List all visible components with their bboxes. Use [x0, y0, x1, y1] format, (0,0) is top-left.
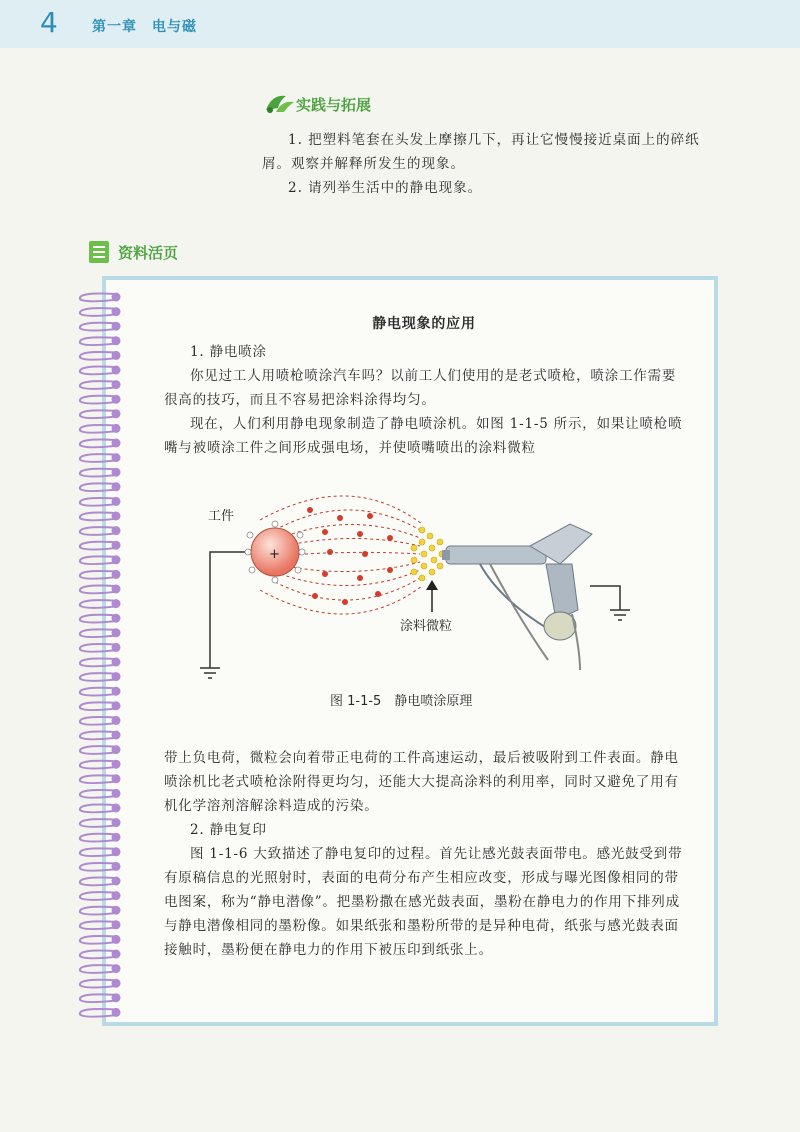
- ring-hole: [112, 643, 121, 652]
- spiral-ring: [80, 527, 114, 535]
- plus-sign: +: [269, 547, 280, 562]
- data-page-heading: [86, 238, 179, 266]
- spiral-ring: [80, 425, 114, 433]
- ring-hole: [112, 920, 121, 929]
- ring-hole: [112, 950, 121, 959]
- ring-hole: [112, 614, 121, 623]
- spiral-ring: [80, 367, 114, 375]
- sprout-icon: [262, 90, 296, 116]
- spiral-ring: [80, 352, 114, 360]
- spiral-ring: [80, 337, 114, 345]
- spiral-ring: [80, 571, 114, 579]
- paragraph: 你见过工人用喷枪喷涂汽车吗？以前工人们使用的是老式喷枪，喷涂工作需要很高的技巧，而且不容易把涂料涂得均匀。: [164, 368, 677, 408]
- ring-hole: [112, 322, 121, 331]
- practice-item: 1. 把塑料笔套在头发上摩擦几下，再让它慢慢接近桌面上的碎纸屑。观察并解释所发生的现象。: [262, 132, 700, 172]
- practice-title: 实践与拓展: [296, 96, 372, 114]
- ring-hole: [112, 745, 121, 754]
- spiral-ring: [80, 440, 114, 448]
- paragraph: 带上负电荷，微粒会向着带正电荷的工件高速运动，最后被吸附到工件表面。静电喷涂机比老式喷枪涂附得更均匀，还能大大提高涂料的利用率，同时又避免了用有机化学溶剂溶解涂料造成的污染。: [164, 750, 679, 814]
- data-page-title: 资料活页: [118, 244, 179, 262]
- section-title: 1. 静电喷涂: [190, 344, 267, 360]
- ring-hole: [112, 672, 121, 681]
- practice-heading: [262, 90, 372, 116]
- spiral-ring: [80, 629, 114, 637]
- ring-hole: [112, 380, 121, 389]
- spiral-ring: [80, 892, 114, 900]
- paragraph: 现在，人们利用静电现象制造了静电喷涂机。如图 1-1-5 所示，如果让喷枪喷嘴与被喷涂工件之间形成强电场，并使喷嘴喷出的涂料微粒: [164, 416, 683, 456]
- spiral-ring: [80, 542, 114, 550]
- practice-item: 2. 请列举生活中的静电现象。: [288, 180, 483, 196]
- ring-hole: [112, 804, 121, 813]
- ring-hole: [112, 935, 121, 944]
- spiral-ring: [80, 878, 114, 886]
- ring-hole: [112, 585, 121, 594]
- ring-hole: [112, 336, 121, 345]
- arrow-head-icon: [426, 580, 438, 590]
- ground-wire: [210, 552, 248, 668]
- ring-hole: [112, 307, 121, 316]
- ring-hole: [112, 891, 121, 900]
- spiral-ring: [80, 994, 114, 1002]
- spray-gun-icon: [442, 524, 592, 670]
- ring-hole: [112, 366, 121, 375]
- ring-hole: [112, 818, 121, 827]
- ground-wire-right: [590, 586, 620, 610]
- ring-hole: [112, 964, 121, 973]
- spiral-ring: [80, 600, 114, 608]
- page-number: 4: [40, 6, 58, 39]
- ring-hole: [112, 439, 121, 448]
- ring-hole: [112, 468, 121, 477]
- ring-hole: [112, 993, 121, 1002]
- ring-hole: [112, 760, 121, 769]
- ring-hole: [112, 687, 121, 696]
- spiral-ring: [80, 615, 114, 623]
- spiral-ring: [80, 761, 114, 769]
- particle-label: 涂料微粒: [400, 619, 453, 634]
- spiral-ring: [80, 469, 114, 477]
- spiral-ring: [80, 410, 114, 418]
- spray-diagram: [200, 490, 640, 690]
- spiral-ring: [80, 381, 114, 389]
- workpiece-label: 工件: [208, 509, 235, 524]
- spiral-ring: [80, 688, 114, 696]
- ring-hole: [112, 555, 121, 564]
- spiral-ring: [80, 556, 114, 564]
- spiral-binding: [70, 286, 130, 1026]
- ground-symbol-left-icon: [200, 668, 220, 678]
- spiral-ring: [80, 1009, 114, 1017]
- spiral-ring: [80, 454, 114, 462]
- ring-hole: [112, 599, 121, 608]
- spiral-ring: [80, 323, 114, 331]
- ring-hole: [112, 395, 121, 404]
- ring-hole: [112, 526, 121, 535]
- section-title: 2. 静电复印: [190, 822, 267, 838]
- practice-list: [262, 128, 722, 200]
- spiral-ring: [80, 834, 114, 842]
- ring-hole: [112, 862, 121, 871]
- spiral-ring: [80, 732, 114, 740]
- figure-caption: 图 1-1-5 静电喷涂原理: [330, 694, 473, 709]
- chapter-label: 第一章 电与磁: [92, 19, 197, 35]
- spiral-ring: [80, 308, 114, 316]
- article-heading: 静电现象的应用: [372, 316, 476, 332]
- spiral-ring: [80, 848, 114, 856]
- spiral-ring: [80, 907, 114, 915]
- paint-particle-cloud: [411, 527, 445, 581]
- spiral-ring: [80, 746, 114, 754]
- ring-hole: [112, 497, 121, 506]
- notebook-content-top: [164, 312, 684, 460]
- ring-hole: [112, 409, 121, 418]
- ring-hole: [112, 979, 121, 988]
- spiral-ring: [80, 483, 114, 491]
- ground-symbol-right-icon: [610, 610, 630, 620]
- ring-hole: [112, 1008, 121, 1017]
- spiral-ring: [80, 980, 114, 988]
- ring-hole: [112, 701, 121, 710]
- ring-hole: [112, 482, 121, 491]
- spiral-ring: [80, 644, 114, 652]
- spiral-ring: [80, 717, 114, 725]
- spiral-ring: [80, 498, 114, 506]
- spiral-ring: [80, 294, 114, 302]
- spiral-ring: [80, 790, 114, 798]
- paragraph: 图 1-1-6 大致描述了静电复印的过程。首先让感光鼓表面带电。感光鼓受到带有原稿信息的光照射时，表面的电荷分布产生相应改变，形成与曝光图像相同的带电图案，称为“静电潜像”。把墨粉撒在感光鼓表面，墨粉在静电力的作用下排列成与静电潜像相同的墨粉像。如果纸张和墨粉所带的是异种电荷，纸张与感光鼓表面接触时，墨粉便在静电力的作用下被压印到纸张上。: [164, 846, 683, 958]
- ring-hole: [112, 658, 121, 667]
- ring-hole: [112, 877, 121, 886]
- spiral-ring: [80, 396, 114, 404]
- spiral-ring: [80, 673, 114, 681]
- ring-hole: [112, 424, 121, 433]
- spiral-ring: [80, 586, 114, 594]
- notebook-content-bottom: [164, 746, 684, 962]
- ring-hole: [112, 774, 121, 783]
- spiral-ring: [80, 965, 114, 973]
- spiral-ring: [80, 951, 114, 959]
- ring-hole: [112, 789, 121, 798]
- spiral-ring: [80, 513, 114, 521]
- spiral-ring: [80, 921, 114, 929]
- spiral-ring: [80, 936, 114, 944]
- spiral-ring: [80, 775, 114, 783]
- spiral-ring: [80, 819, 114, 827]
- ring-hole: [112, 293, 121, 302]
- ring-hole: [112, 628, 121, 637]
- moving-particles: [307, 507, 393, 605]
- ring-hole: [112, 716, 121, 725]
- spiral-ring: [80, 863, 114, 871]
- spiral-ring: [80, 659, 114, 667]
- ring-hole: [112, 453, 121, 462]
- spiral-ring: [80, 805, 114, 813]
- spiral-ring: [80, 702, 114, 710]
- ring-hole: [112, 570, 121, 579]
- ring-hole: [112, 906, 121, 915]
- notebook-icon: [86, 238, 114, 266]
- ring-hole: [112, 351, 121, 360]
- ring-hole: [112, 512, 121, 521]
- page-header: [0, 0, 800, 48]
- ring-hole: [112, 731, 121, 740]
- ring-hole: [112, 833, 121, 842]
- ring-hole: [112, 847, 121, 856]
- ring-hole: [112, 541, 121, 550]
